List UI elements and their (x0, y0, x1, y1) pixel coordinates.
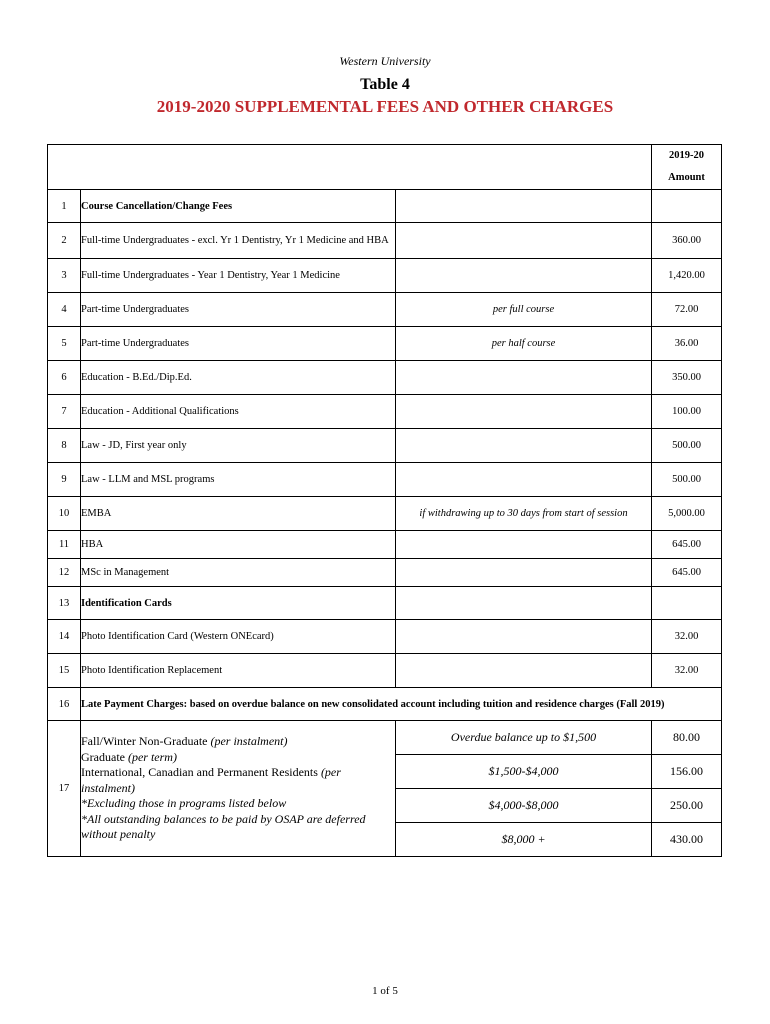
fee-amount: 500.00 (652, 429, 722, 463)
italic-text: (per instalment) (81, 765, 341, 795)
table-row (48, 223, 722, 259)
fee-description: HBA (81, 531, 396, 559)
table-row (48, 395, 722, 429)
fee-description: EMBA (81, 497, 396, 531)
section-label: Identification Cards (81, 587, 396, 620)
table-row (48, 429, 722, 463)
table-row (48, 293, 722, 327)
table-row (48, 559, 722, 587)
table-row (48, 327, 722, 361)
table-row (48, 361, 722, 395)
row-number: 17 (48, 721, 81, 857)
fee-description: Law - JD, First year only (81, 429, 396, 463)
row-number: 13 (48, 587, 81, 620)
plain-text: Fall/Winter Non-Graduate (81, 734, 211, 749)
row-number: 2 (48, 223, 81, 259)
table-row (48, 654, 722, 688)
italic-text: *Excluding those in programs listed below (81, 796, 287, 811)
fee-amount: 5,000.00 (652, 497, 722, 531)
fee-description: Part-time Undergraduates (81, 327, 396, 361)
row-number: 14 (48, 620, 81, 654)
row-number: 4 (48, 293, 81, 327)
description-line (81, 750, 395, 766)
tier-note: $1,500-$4,000 (396, 755, 652, 789)
italic-text: (per term) (127, 749, 177, 764)
plain-text: Graduate (81, 749, 128, 764)
fee-description: Education - Additional Qualifications (81, 395, 396, 429)
amount-header: Amount (668, 172, 705, 183)
row-number: 12 (48, 559, 81, 587)
fee-amount: 32.00 (652, 654, 722, 688)
row-number: 5 (48, 327, 81, 361)
amount-column-header (652, 145, 722, 190)
plain-text: International, Canadian and Permanent Residents (81, 765, 321, 780)
description-line (81, 765, 395, 796)
fee-description: Law - LLM and MSL programs (81, 463, 396, 497)
section-row-course-cancellation (48, 190, 722, 223)
fee-amount: 32.00 (652, 620, 722, 654)
late-payment-tier-row (48, 721, 722, 755)
fee-description: Full-time Undergraduates - Year 1 Dentistry, Year 1 Medicine (81, 259, 396, 293)
fee-amount: 350.00 (652, 361, 722, 395)
description-line (81, 796, 395, 812)
section-row-identification-cards (48, 587, 722, 620)
fee-amount: 500.00 (652, 463, 722, 497)
tier-amount: 156.00 (652, 755, 722, 789)
page-title: 2019-2020 SUPPLEMENTAL FEES AND OTHER CHARGES (156, 97, 614, 116)
table-row (48, 620, 722, 654)
tier-note: Overdue balance up to $1,500 (396, 721, 652, 755)
fee-amount: 645.00 (652, 531, 722, 559)
tier-note: $4,000-$8,000 (396, 789, 652, 823)
tier-amount: 80.00 (652, 721, 722, 755)
late-payment-description (81, 721, 396, 857)
italic-text: (per instalment) (210, 734, 288, 749)
fee-note: per full course (396, 293, 652, 327)
tier-amount: 430.00 (652, 823, 722, 857)
row-number: 15 (48, 654, 81, 688)
row-number: 10 (48, 497, 81, 531)
tier-note: $8,000 + (396, 823, 652, 857)
fee-amount: 72.00 (652, 293, 722, 327)
row-number: 16 (48, 688, 81, 721)
university-name: Western University (339, 54, 431, 68)
fee-description: Photo Identification Replacement (81, 654, 396, 688)
row-number: 7 (48, 395, 81, 429)
page-number: 1 of 5 (372, 985, 398, 997)
fee-description: Part-time Undergraduates (81, 293, 396, 327)
row-number: 11 (48, 531, 81, 559)
section-row-late-payment (48, 688, 722, 721)
fees-table (47, 144, 722, 857)
table-number: Table 4 (360, 76, 410, 93)
fee-description: Full-time Undergraduates - excl. Yr 1 Dentistry, Yr 1 Medicine and HBA (81, 223, 396, 259)
fee-description: Education - B.Ed./Dip.Ed. (81, 361, 396, 395)
row-number: 9 (48, 463, 81, 497)
fee-description: MSc in Management (81, 559, 396, 587)
fee-note: per half course (396, 327, 652, 361)
row-number: 3 (48, 259, 81, 293)
description-line (81, 734, 395, 750)
fee-amount: 36.00 (652, 327, 722, 361)
section-label: Course Cancellation/Change Fees (81, 190, 396, 223)
description-line (81, 812, 395, 843)
row-number: 6 (48, 361, 81, 395)
section-label: Late Payment Charges: based on overdue balance on new consolidated account including tuition and residence charges (Fall 2019) (81, 688, 722, 721)
tier-amount: 250.00 (652, 789, 722, 823)
row-number: 8 (48, 429, 81, 463)
fee-amount: 645.00 (652, 559, 722, 587)
fee-amount: 100.00 (652, 395, 722, 429)
fee-note: if withdrawing up to 30 days from start of session (396, 497, 652, 531)
row-number: 1 (48, 190, 81, 223)
fee-description: Photo Identification Card (Western ONEcard) (81, 620, 396, 654)
table-header-row (48, 145, 722, 190)
fee-amount: 1,420.00 (652, 259, 722, 293)
table-row (48, 463, 722, 497)
fee-amount: 360.00 (652, 223, 722, 259)
table-row (48, 531, 722, 559)
table-row (48, 497, 722, 531)
italic-text: *All outstanding balances to be paid by OSAP are deferred without penalty (81, 811, 366, 842)
table-row (48, 259, 722, 293)
year-header: 2019-20 (669, 150, 705, 161)
